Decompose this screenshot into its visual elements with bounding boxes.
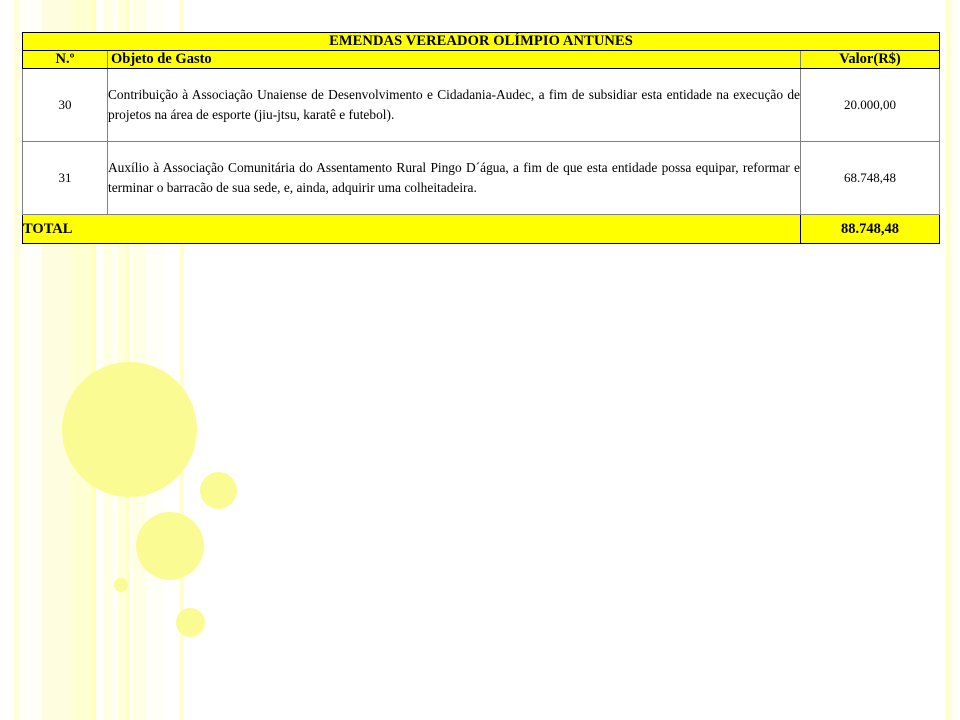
- row-numero: 30: [23, 69, 108, 142]
- table-total-row: [23, 215, 940, 244]
- total-value: 88.748,48: [801, 215, 940, 244]
- background-stripe: [953, 0, 957, 720]
- column-header-objeto: Objeto de Gasto: [108, 51, 801, 69]
- table-header-row: [23, 51, 940, 69]
- total-spacer: [108, 215, 801, 244]
- column-header-valor: Valor(R$): [801, 51, 940, 69]
- column-header-numero: N.º: [23, 51, 108, 69]
- row-objeto: Auxílio à Associação Comunitária do Assentamento Rural Pingo D´água, a fim de que esta entidade possa equipar, reformar e terminar o barracão de sua sede, e, ainda, adquirir uma colheitadeira.: [108, 142, 801, 215]
- table-row: [23, 142, 940, 215]
- decorative-circle: [62, 362, 197, 497]
- decorative-circle: [136, 512, 204, 580]
- table-title: EMENDAS VEREADOR OLÍMPIO ANTUNES: [23, 33, 940, 51]
- decorative-circle: [176, 608, 205, 637]
- decorative-circle: [114, 578, 128, 592]
- row-objeto: Contribuição à Associação Unaiense de Desenvolvimento e Cidadania-Audec, a fim de subsidiar esta entidade na execução de projetos na área de esporte (jiu-jtsu, karatê e futebol).: [108, 69, 801, 142]
- row-valor: 68.748,48: [801, 142, 940, 215]
- table-row: [23, 69, 940, 142]
- total-label: TOTAL: [23, 215, 108, 244]
- table-title-row: [23, 33, 940, 51]
- emendas-table: [22, 32, 940, 244]
- background-stripe: [946, 0, 951, 720]
- decorative-circle: [200, 472, 237, 509]
- row-valor: 20.000,00: [801, 69, 940, 142]
- background-stripe: [14, 0, 19, 720]
- emendas-table-container: [22, 32, 939, 244]
- row-numero: 31: [23, 142, 108, 215]
